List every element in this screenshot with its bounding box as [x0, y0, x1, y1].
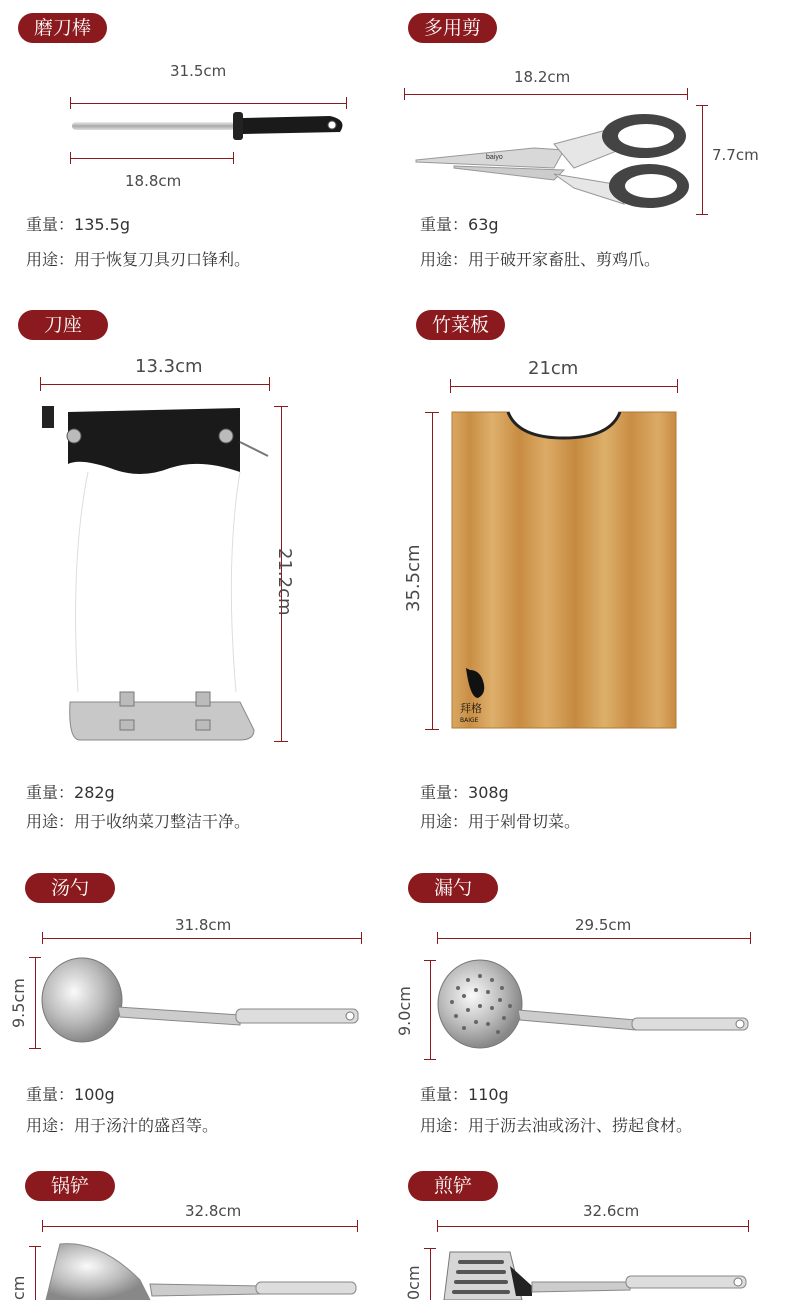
dim-tick [425, 729, 439, 730]
item-tag-scissors: 多用剪 [408, 13, 497, 43]
item-tag-sharpener: 磨刀棒 [18, 13, 107, 43]
dim-tick [357, 1220, 358, 1232]
dim-line [450, 386, 678, 387]
usage-row [26, 809, 250, 832]
weight-label: 重量： [420, 215, 469, 234]
dim-line [70, 158, 233, 159]
sharpener-image [70, 108, 350, 148]
dim-tick [42, 1220, 43, 1232]
dim-length: 32.8cm [185, 1202, 242, 1220]
usage-row [420, 809, 580, 832]
usage-row [26, 1113, 218, 1136]
usage-value: 用于收纳菜刀整洁干净。 [74, 812, 251, 831]
dim-height: 7.7cm [712, 146, 759, 164]
dim-height: 9.0cm [395, 986, 414, 1036]
usage-value: 用于剁骨切菜。 [468, 812, 581, 831]
dim-line [70, 103, 347, 104]
weight-row [420, 212, 499, 235]
dim-tick [425, 412, 439, 413]
item-tag-soup-ladle: 汤勺 [25, 873, 115, 903]
weight-label: 重量： [26, 783, 75, 802]
item-tag-slotted-turner: 煎铲 [408, 1171, 498, 1201]
dim-tick [70, 152, 71, 164]
usage-row [420, 247, 660, 270]
dim-line [430, 1248, 431, 1300]
dim-tick [748, 1220, 749, 1232]
usage-row [420, 1113, 692, 1136]
weight-value: 135.5g [74, 215, 130, 234]
cutting-board-image [448, 408, 680, 732]
dim-height: 35.5cm [403, 544, 424, 612]
dim-tick [269, 377, 270, 391]
scissors-image [414, 108, 694, 214]
weight-value: 110g [468, 1085, 509, 1104]
dim-tick [42, 932, 43, 944]
weight-label: 重量： [420, 1085, 469, 1104]
dim-length: 29.5cm [575, 916, 632, 934]
dim-length: 18.2cm [514, 68, 571, 86]
weight-label: 重量： [26, 1085, 75, 1104]
dim-tick [437, 932, 438, 944]
dim-width: 21cm [528, 358, 579, 379]
usage-value: 用于沥去油或汤汁、捞起食材。 [468, 1116, 693, 1135]
dim-line [430, 960, 431, 1060]
dim-tick [437, 1220, 438, 1232]
weight-row [26, 1082, 115, 1105]
dim-width: 13.3cm [135, 356, 203, 377]
slotted-turner-image [440, 1246, 752, 1300]
dim-tick [677, 379, 678, 393]
dim-tick [274, 741, 288, 742]
dim-length: 32.6cm [583, 1202, 640, 1220]
item-tag-knife-holder: 刀座 [18, 310, 108, 340]
weight-value: 282g [74, 783, 115, 802]
dim-tick [424, 1248, 436, 1249]
weight-label: 重量： [420, 783, 469, 802]
usage-label: 用途： [26, 250, 75, 269]
dim-line [42, 938, 362, 939]
skimmer-image [436, 958, 754, 1058]
dim-line [437, 1226, 749, 1227]
dim-tick [696, 214, 708, 215]
dim-line [404, 94, 688, 95]
dim-tick [404, 88, 405, 100]
weight-label: 重量： [26, 215, 75, 234]
weight-row [420, 780, 509, 803]
dim-line [432, 412, 433, 730]
dim-line [35, 1246, 36, 1300]
item-tag-cutting-board: 竹菜板 [416, 310, 505, 340]
usage-value: 用于破开家畜肚、剪鸡爪。 [468, 250, 661, 269]
dim-tick [40, 377, 41, 391]
dim-handle: 18.8cm [125, 172, 182, 190]
dim-tick [424, 1059, 436, 1060]
wok-spatula-image [40, 1240, 360, 1300]
weight-value: 63g [468, 215, 499, 234]
soup-ladle-image [40, 955, 365, 1050]
usage-value: 用于汤汁的盛舀等。 [74, 1116, 219, 1135]
dim-tick [696, 105, 708, 106]
weight-value: 308g [468, 783, 509, 802]
usage-label: 用途： [420, 1116, 469, 1135]
scissors-brand-text: baiyo [486, 154, 503, 161]
dim-line [35, 957, 36, 1049]
dim-length: 31.8cm [175, 916, 232, 934]
dim-height: 0cm [404, 1265, 423, 1300]
dim-tick [450, 379, 451, 393]
board-brand-text: 拜格 [460, 702, 482, 715]
dim-height: 21.2cm [274, 548, 295, 616]
usage-label: 用途： [26, 812, 75, 831]
dim-tick [233, 152, 234, 164]
dim-line [437, 938, 751, 939]
dim-line [42, 1226, 358, 1227]
dim-line [702, 105, 703, 215]
usage-label: 用途： [420, 250, 469, 269]
board-brand-en: BAIGE [460, 717, 479, 724]
dim-height: cm [9, 1275, 28, 1300]
knife-holder-image [40, 402, 272, 744]
weight-value: 100g [74, 1085, 115, 1104]
weight-row [26, 780, 115, 803]
dim-tick [424, 960, 436, 961]
dim-height: 9.5cm [9, 978, 28, 1028]
weight-row [420, 1082, 509, 1105]
usage-row [26, 247, 250, 270]
item-tag-skimmer: 漏勺 [408, 873, 498, 903]
dim-tick [750, 932, 751, 944]
usage-label: 用途： [26, 1116, 75, 1135]
dim-line [40, 384, 270, 385]
item-tag-wok-spatula: 锅铲 [25, 1171, 115, 1201]
dim-tick [361, 932, 362, 944]
dim-length: 31.5cm [170, 62, 227, 80]
weight-row [26, 212, 130, 235]
dim-tick [274, 406, 288, 407]
usage-value: 用于恢复刀具刃口锋利。 [74, 250, 251, 269]
usage-label: 用途： [420, 812, 469, 831]
dim-tick [687, 88, 688, 100]
